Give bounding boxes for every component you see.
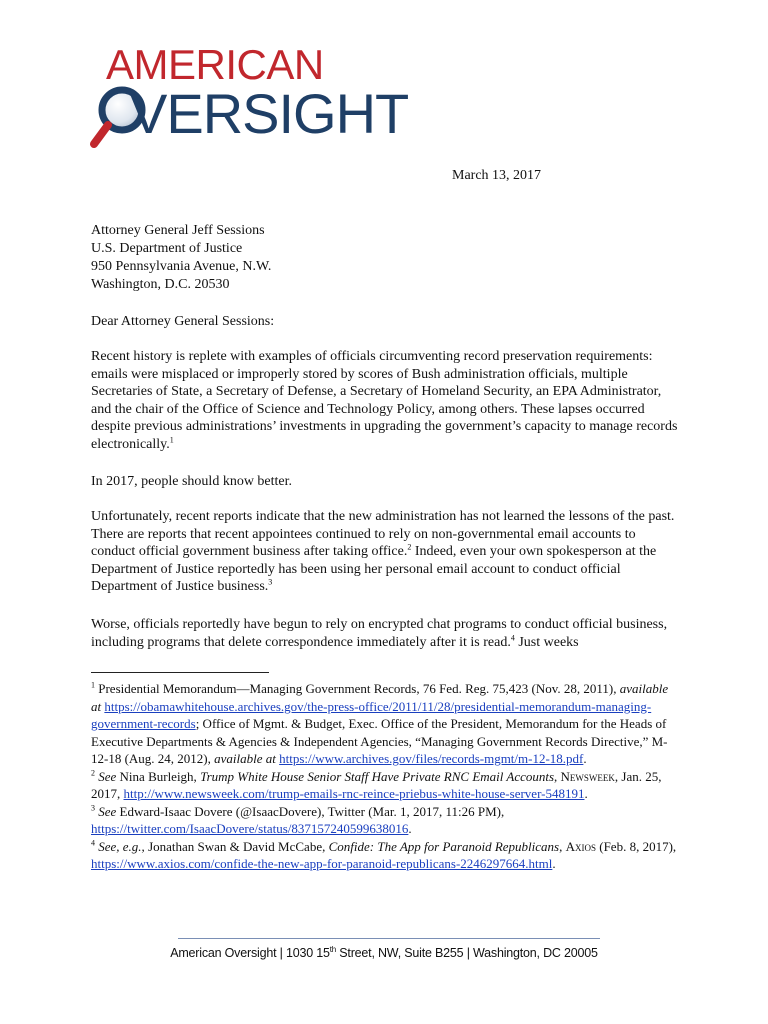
footnote-link[interactable]: https://twitter.com/IsaacDovere/status/837157240599638016	[91, 821, 409, 836]
footnote-signal: See, e.g.,	[95, 838, 145, 854]
footnote-text: .	[408, 821, 412, 836]
paragraph-text: Indeed, even your own spokesperson at the Department of Justice reportedly has been using her personal email account to conduct official Department of Justice business.	[91, 544, 657, 594]
footnote-number: 2	[91, 768, 95, 778]
footnote-number: 1	[91, 680, 95, 690]
footnote-signal: See	[95, 803, 117, 819]
logo-line1: AMERICAN	[106, 41, 324, 88]
footnote-4	[91, 838, 681, 873]
footnote-text: Nina Burleigh,	[116, 768, 201, 784]
paragraph-text: Recent history is replete with examples of officials circumventing record preservation requirements: emails were misplaced or improperly stored by scores of Bush administration officials, multiple Secretaries of State, a Secretary of Defense, a Secretary of Homeland Security, an EPA Administrator, and the chair of the Office of Science and Technology Policy, among others. These lapses occurred despite previous administrations’ investments in upgrading the government’s capacity to manage records electronically.	[91, 349, 678, 452]
footnote-text: .	[552, 856, 556, 871]
footer-ordinal: th	[329, 944, 337, 954]
footnote-signal: available at	[91, 681, 669, 714]
footnote-title: Confide: The App for Paranoid Republicans	[328, 838, 560, 854]
address-line: 950 Pennsylvania Avenue, N.W.	[91, 259, 272, 274]
american-oversight-logo	[88, 41, 468, 154]
body-paragraph-2	[91, 473, 681, 491]
logo-line2: VERSIGHT	[130, 82, 409, 145]
paragraph-text: Just weeks	[514, 634, 579, 650]
footnote-ref[interactable]: 4	[510, 632, 515, 642]
footnote-2	[91, 768, 681, 803]
footnote-ref[interactable]: 2	[407, 542, 412, 552]
address-line: Attorney General Jeff Sessions	[91, 223, 265, 238]
paragraph-text: Worse, officials reportedly have begun to rely on encrypted chat programs to conduct official business, including programs that delete correspondence immediately after it is read.	[91, 617, 668, 650]
address-line: Washington, D.C. 20530	[91, 277, 230, 292]
footnote-text: ; Office of Mgmt. & Budget, Exec. Office of the President, Memorandum for the Heads of Executive Departments & Agencies & Independent Agencies, “Managing Government Records Directive,” M-12-18 (Aug. 24, 2012),	[91, 716, 668, 766]
paragraph-text: In 2017, people should know better.	[91, 474, 293, 489]
footnote-link[interactable]: https://www.archives.gov/files/records-mgmt/m-12-18.pdf	[279, 751, 584, 766]
footnote-signal: See	[95, 768, 117, 784]
footnote-link[interactable]: http://www.newsweek.com/trump-emails-rnc-reince-priebus-white-house-server-548191	[123, 786, 585, 801]
footnote-link[interactable]: https://obamawhitehouse.archives.gov/the-press-office/2011/11/28/presidential-memorandum-managing-government-records	[91, 698, 652, 731]
footnote-text: ,	[554, 768, 561, 784]
footnote-separator	[91, 672, 269, 673]
footnote-ref[interactable]: 3	[268, 577, 273, 587]
footnote-text: ,	[559, 838, 566, 854]
footnote-3	[91, 803, 681, 838]
letter-date: March 13, 2017	[452, 168, 542, 183]
footer-rule	[178, 938, 600, 939]
footnote-ref[interactable]: 1	[169, 434, 174, 444]
footnote-text: Edward-Isaac Dovere (@IsaacDovere), Twitter (Mar. 1, 2017, 11:26 PM),	[116, 803, 505, 819]
footnote-publication: Axios	[565, 838, 596, 854]
footnote-text: , Jan. 25, 2017,	[91, 768, 662, 801]
footnote-link[interactable]: https://www.axios.com/confide-the-new-app-for-paranoid-republicans-2246297664.html	[91, 856, 553, 871]
footnote-title: Trump White House Senior Staff Have Private RNC Email Accounts	[200, 768, 555, 784]
footnotes	[91, 680, 681, 873]
address-line: U.S. Department of Justice	[91, 241, 243, 256]
footnote-number: 4	[91, 838, 95, 848]
footnote-text: (Feb. 8, 2017),	[595, 838, 677, 854]
body-paragraph-3	[91, 508, 681, 596]
footer-text: Street, NW, Suite B255 | Washington, DC 20005	[336, 946, 598, 960]
footnote-1	[91, 680, 681, 768]
salutation: Dear Attorney General Sessions:	[91, 314, 275, 329]
footnote-text: Jonathan Swan & David McCabe,	[144, 838, 329, 854]
footnote-signal: available at	[214, 751, 276, 766]
body-paragraph-1	[91, 348, 681, 453]
page-footer	[0, 946, 768, 960]
footnote-text: .	[584, 786, 588, 801]
paragraph-text: Unfortunately, recent reports indicate that the new administration has not learned the lessons of the past. There are reports that recent appointees continued to rely on non-governmental email accounts to conduct official government business after taking office.	[91, 509, 675, 559]
footnote-publication: Newsweek	[560, 768, 615, 784]
address-block	[91, 222, 271, 294]
footnote-text: Presidential Memorandum—Managing Government Records, 76 Fed. Reg. 75,423 (Nov. 28, 2011),	[95, 681, 620, 696]
footer-text: American Oversight | 1030 15	[170, 946, 330, 960]
footnote-text: .	[583, 751, 587, 766]
body-paragraph-4	[91, 616, 681, 651]
footnote-number: 3	[91, 803, 95, 813]
